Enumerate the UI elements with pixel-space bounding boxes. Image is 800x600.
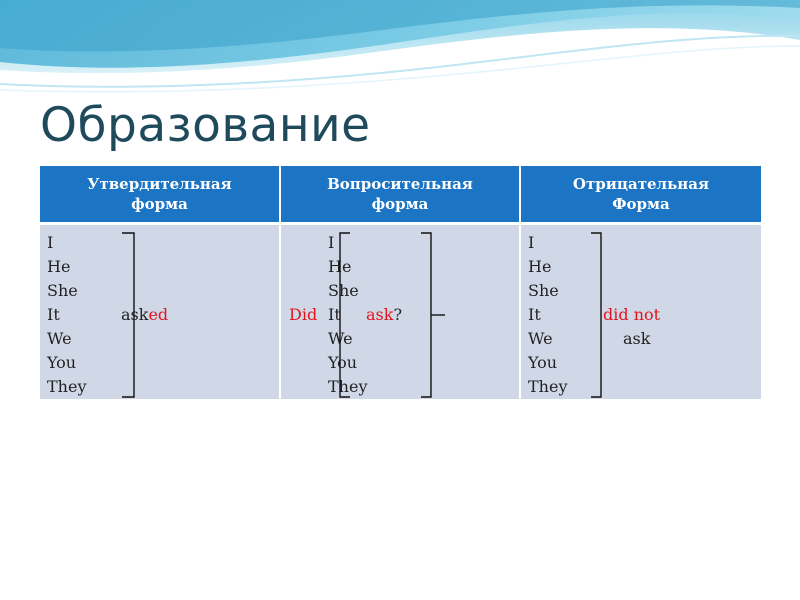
pronoun: You bbox=[528, 353, 558, 372]
header-row bbox=[40, 166, 761, 224]
header-interrogative-line2: форма bbox=[371, 195, 429, 213]
question-mark: ? bbox=[393, 305, 403, 324]
pronoun: I bbox=[328, 233, 335, 252]
slide-title: Образование bbox=[40, 98, 371, 153]
wave-decoration bbox=[0, 0, 800, 100]
pronoun: I bbox=[528, 233, 535, 252]
pronoun-list bbox=[528, 231, 567, 399]
header-affirmative-line2: форма bbox=[131, 195, 188, 213]
left-bracket bbox=[336, 231, 356, 401]
interrogative-verb bbox=[366, 303, 402, 327]
pronoun: They bbox=[528, 377, 568, 396]
right-bracket bbox=[419, 231, 459, 401]
pronoun: He bbox=[328, 257, 352, 276]
pronoun: We bbox=[47, 329, 72, 348]
grammar-table bbox=[40, 166, 761, 399]
header-negative-line2: Форма bbox=[612, 195, 670, 213]
header-affirmative-line1: Утвердительная bbox=[87, 175, 232, 193]
header-interrogative-line1: Вопросительная bbox=[327, 175, 473, 193]
pronoun: They bbox=[47, 377, 87, 396]
pronoun: She bbox=[47, 281, 78, 300]
verb-stem: ask bbox=[121, 305, 149, 324]
pronoun: She bbox=[528, 281, 559, 300]
pronoun: We bbox=[328, 329, 353, 348]
pronoun: She bbox=[328, 281, 359, 300]
header-negative-line1: Отрицательная bbox=[572, 175, 710, 193]
auxiliary-did-not: did not bbox=[603, 305, 661, 324]
header-negative bbox=[520, 166, 761, 224]
verb: ask bbox=[366, 305, 394, 324]
pronoun: It bbox=[528, 305, 541, 324]
past-ending: ed bbox=[148, 305, 169, 324]
pronoun: He bbox=[47, 257, 71, 276]
cell-affirmative bbox=[40, 224, 280, 400]
pronoun: It bbox=[47, 305, 60, 324]
pronoun: He bbox=[528, 257, 552, 276]
affirmative-verb bbox=[121, 303, 168, 327]
header-interrogative bbox=[280, 166, 520, 224]
pronoun: You bbox=[47, 353, 77, 372]
auxiliary-did: Did bbox=[289, 305, 318, 324]
body-row bbox=[40, 224, 761, 400]
negative-verb: ask bbox=[623, 329, 651, 348]
pronoun: We bbox=[528, 329, 553, 348]
cell-interrogative bbox=[280, 224, 520, 400]
pronoun-list bbox=[47, 231, 86, 399]
pronoun: It bbox=[328, 305, 341, 324]
pronoun: They bbox=[328, 377, 368, 396]
header-affirmative bbox=[40, 166, 280, 224]
cell-negative bbox=[520, 224, 761, 400]
pronoun: You bbox=[328, 353, 358, 372]
pronoun: I bbox=[47, 233, 54, 252]
